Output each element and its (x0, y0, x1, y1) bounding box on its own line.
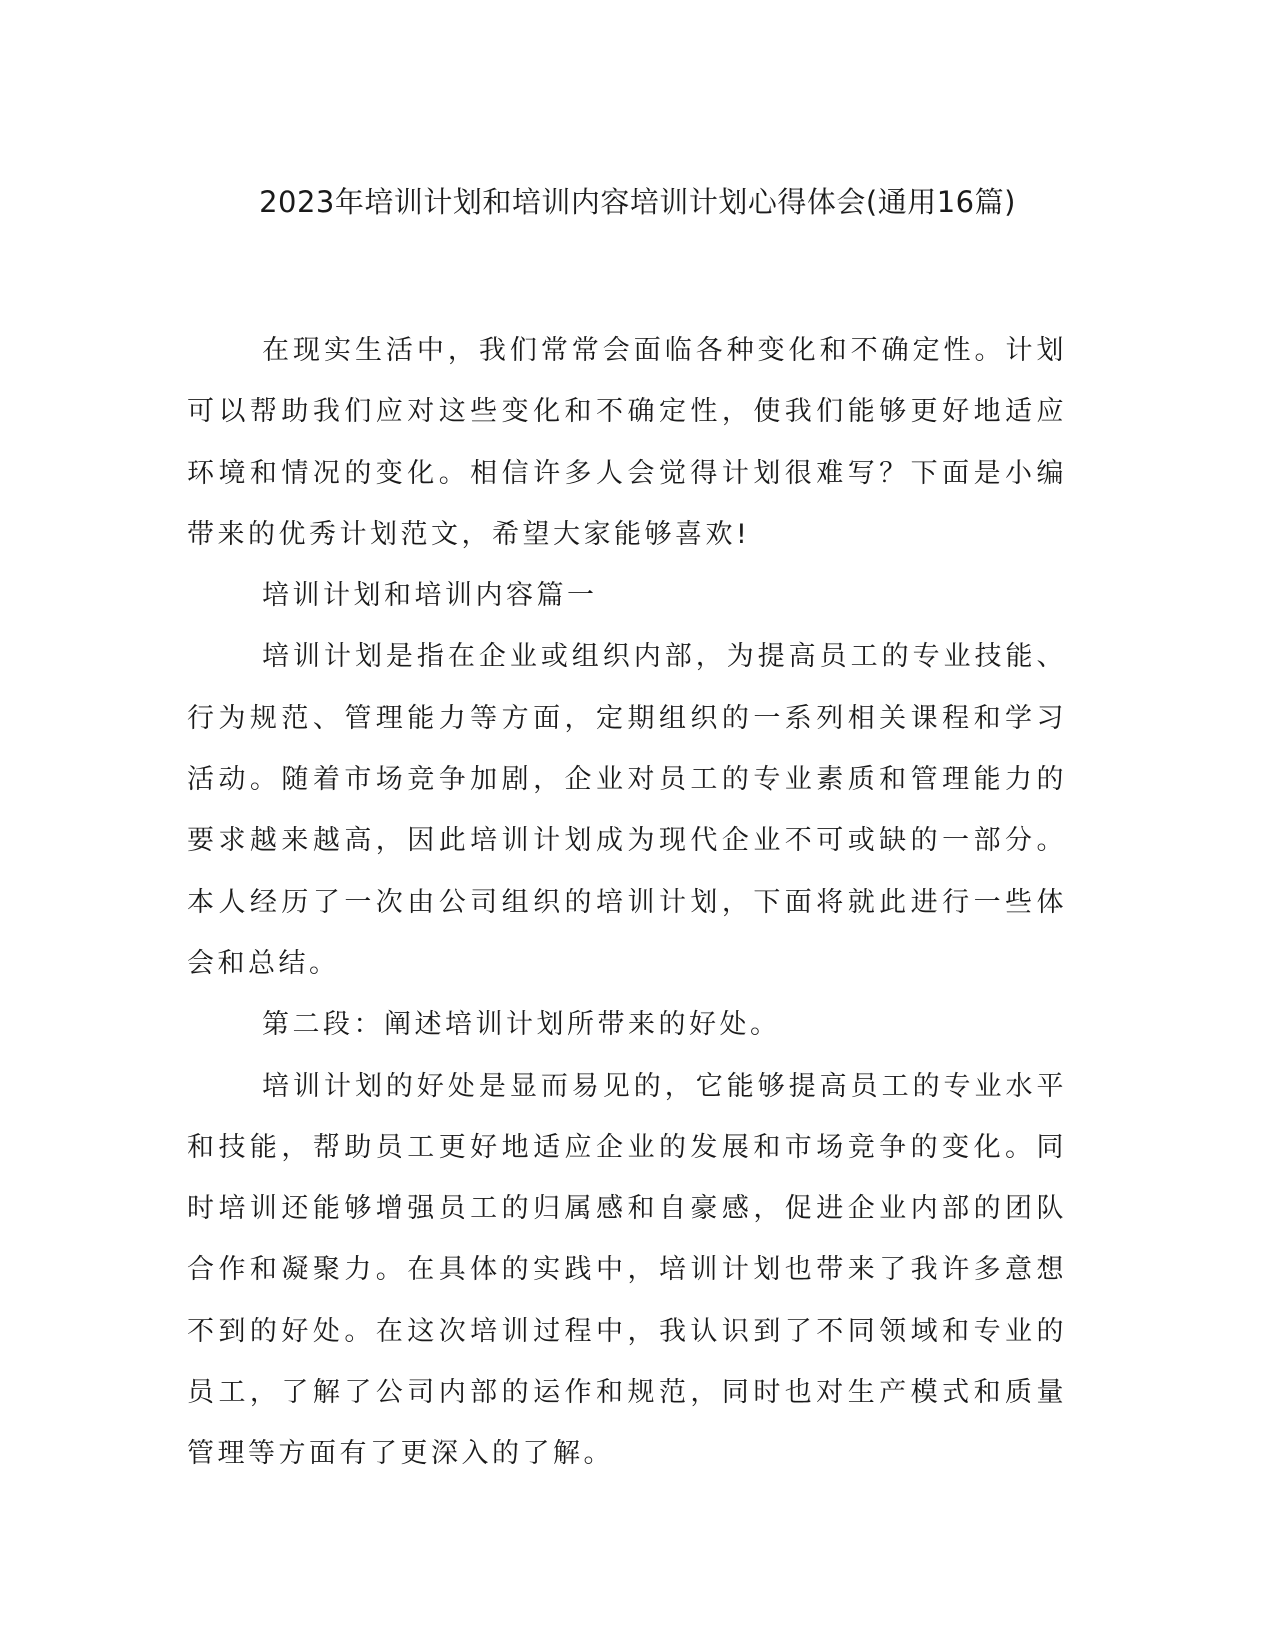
section-heading-second-paragraph: 第二段：阐述培训计划所带来的好处。 (262, 1009, 781, 1041)
body-paragraph: 培训计划的好处是显而易见的，它能够提高员工的专业水平和技能，帮助员工更好地适应企业的发展和市场竞争的变化。同时培训还能够增强员工的归属感和自豪感，促进企业内部的团队合作和凝聚力。在具体的实践中，培训计划也带来了我许多意想不到的好处。在这次培训过程中，我认识到了不同领域和专业的员工，了解了公司内部的运作和规范，同时也对生产模式和质量管理等方面有了更深入的了解。 (187, 1070, 1067, 1470)
intro-paragraph: 在现实生活中，我们常常会面临各种变化和不确定性。计划可以帮助我们应对这些变化和不确定性，使我们能够更好地适应环境和情况的变化。相信许多人会觉得计划很难写？下面是小编带来的优秀计划范文，希望大家能够喜欢! (187, 335, 1067, 550)
section-heading-part-one: 培训计划和培训内容篇一 (262, 580, 598, 612)
document-body (187, 320, 1067, 1485)
document-title: 2023年培训计划和培训内容培训计划心得体会(通用16篇) (259, 185, 1016, 219)
body-paragraph: 培训计划是指在企业或组织内部，为提高员工的专业技能、行为规范、管理能力等方面，定期组织的一系列相关课程和学习活动。随着市场竞争加剧，企业对员工的专业素质和管理能力的要求越来越高，因此培训计划成为现代企业不可或缺的一部分。本人经历了一次由公司组织的培训计划，下面将就此进行一些体会和总结。 (187, 641, 1067, 979)
